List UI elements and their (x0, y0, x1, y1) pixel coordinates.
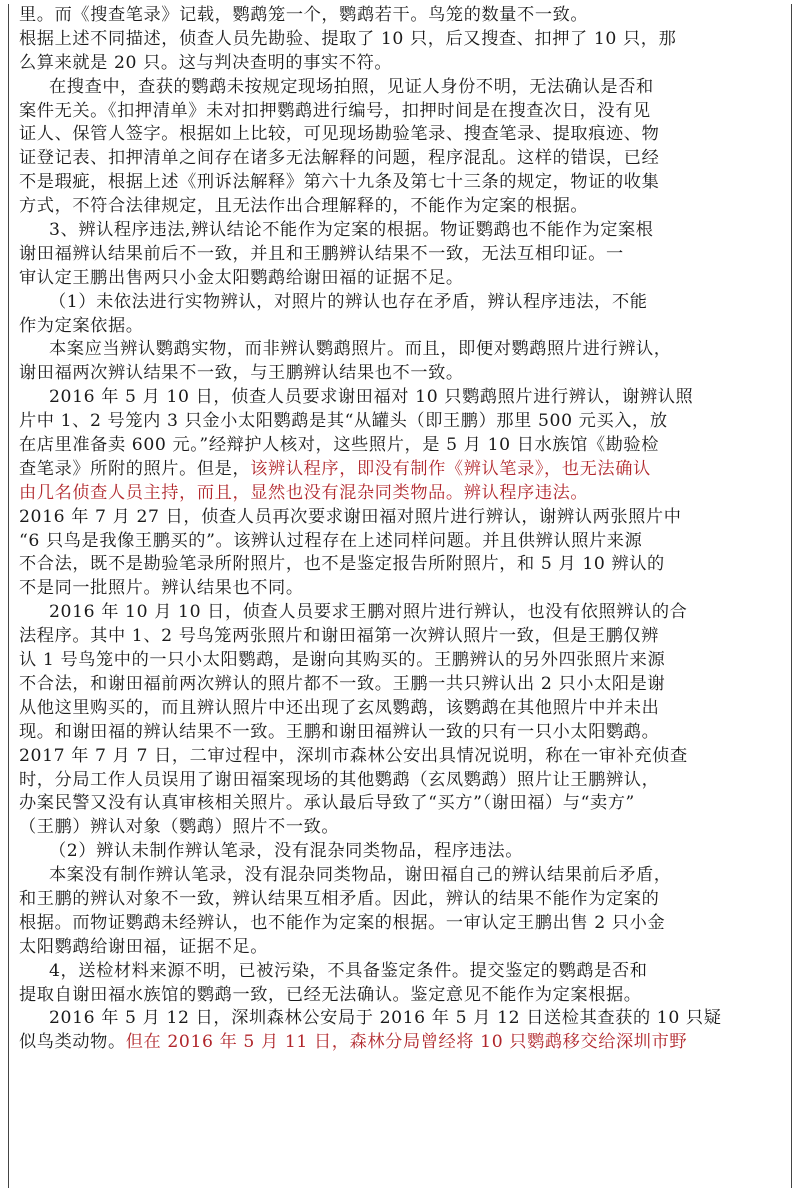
text-line (19, 28, 781, 52)
text-line (19, 960, 781, 984)
text-line (19, 745, 781, 769)
text-line (19, 195, 781, 219)
text-line (19, 338, 781, 362)
line-text: 证登记表、扣押清单之间存在诸多无法解释的问题，程序混乱。这样的错误，已经 (19, 148, 660, 169)
text-line (19, 386, 781, 410)
line-text: 不是同一批照片。辨认结果也不同。 (19, 578, 304, 599)
text-line (19, 649, 781, 673)
text-line (19, 840, 781, 864)
text-line (19, 577, 781, 601)
line-text: 谢田福两次辨认结果不一致，与王鹏辨认结果也不一致。 (19, 363, 464, 384)
highlighted-text: 由几名侦查人员主持，而且，显然也没有混杂同类物品。辨认程序违法。 (19, 482, 589, 503)
line-text: 时，分局工作人员误用了谢田福案现场的其他鹦鹉（玄凤鹦鹉）照片让王鹏辨认， (19, 769, 660, 790)
text-line (19, 1031, 781, 1055)
line-text: 根据上述不同描述，侦查人员先勘验、提取了 10 只，后又搜查、扣押了 10 只，那 (19, 28, 677, 49)
text-line (19, 123, 781, 147)
line-text: 方式，不符合法律规定，且无法作出合理解释的，不能作为定案的根据。 (19, 196, 589, 217)
text-line (19, 530, 781, 554)
text-line (19, 673, 781, 697)
line-text: 谢田福辨认结果前后不一致，并且和王鹏辨认结果不一致，无法互相印证。一 (19, 243, 624, 264)
line-text: 认 1 号鸟笼中的一只小太阳鹦鹉，是谢向其购买的。王鹏辨认的另外四张照片来源 (19, 650, 666, 671)
line-text: 证人、保管人签字。根据如上比较，可见现场勘验笔录、搜查笔录、提取痕迹、物 (19, 124, 660, 145)
text-line (19, 769, 781, 793)
text-line (19, 482, 781, 506)
text-line (19, 506, 781, 530)
text-line (19, 458, 781, 482)
text-line (19, 697, 781, 721)
text-line (19, 792, 781, 816)
text-line (19, 434, 781, 458)
text-line (19, 315, 781, 339)
line-text: 2016 年 7 月 27 日，侦查人员再次要求谢田福对照片进行辨认，谢辨认两张照片中 (19, 506, 682, 527)
line-text: 法程序。其中 1、2 号鸟笼两张照片和谢田福第一次辨认照片一致，但是王鹏仅辨 (19, 626, 659, 647)
line-text: 2016 年 5 月 10 日，侦查人员要求谢田福对 10 只鹦鹉照片进行辨认，谢辨认照 (49, 387, 694, 408)
text-line (19, 601, 781, 625)
text-line (19, 816, 781, 840)
line-text: 和王鹏的辨认对象不一致，辨认结果互相矛盾。因此，辨认的结果不能作为定案的 (19, 888, 660, 909)
line-text: 么算来就是 20 只。这与判决查明的事实不符。 (19, 52, 393, 73)
text-line (19, 243, 781, 267)
document-page (8, 4, 792, 1188)
text-line (19, 291, 781, 315)
line-text: 里。而《搜查笔录》记载，鹦鹉笼一个，鹦鹉若干。鸟笼的数量不一致。 (19, 5, 589, 25)
text-line (19, 171, 781, 195)
text-line (19, 4, 781, 28)
line-text: 2017 年 7 月 7 日，二审过程中，深圳市森林公安出具情况说明，称在一审补充侦查 (19, 745, 688, 766)
line-text: 在店里准备卖 600 元。”经辩护人核对，这些照片，是 5 月 10 日水族馆《勘验检 (19, 435, 660, 456)
text-line (19, 936, 781, 960)
line-text: 片中 1、2 号笼内 3 只金小太阳鹦鹉是其“从罐头（即王鹏）那里 500 元买入，放 (19, 411, 668, 432)
line-text: 2016 年 5 月 12 日，深圳森林公安局于 2016 年 5 月 12 日送检其查获的 10 只疑 (49, 1008, 722, 1029)
line-text: 似鸟类动物。 (19, 1032, 126, 1053)
line-text: “6 只鸟是我像王鹏买的”。该辨认过程存在上述同样问题。并且供辨认照片来源 (19, 530, 643, 551)
line-text: 本案应当辨认鹦鹉实物，而非辨认鹦鹉照片。而且，即便对鹦鹉照片进行辨认， (49, 339, 672, 360)
line-text: 不合法，和谢田福前两次辨认的照片都不一致。王鹏一共只辨认出 2 只小太阳是谢 (19, 673, 666, 694)
line-text: 审认定王鹏出售两只小金太阳鹦鹉给谢田福的证据不足。 (19, 267, 464, 288)
text-line (19, 721, 781, 745)
text-line (19, 267, 781, 291)
line-text: 2016 年 10 月 10 日，侦查人员要求王鹏对照片进行辨认，也没有依照辨认的合 (49, 602, 688, 623)
line-text: 查笔录》所附的照片。但是， (19, 458, 251, 479)
line-text: 办案民警又没有认真审核相关照片。承认最后导致了“买方”（谢田福）与“卖方” (19, 793, 635, 814)
line-text: 不合法，既不是勘验笔录所附照片，也不是鉴定报告所附照片，和 5 月 10 辨认的 (19, 554, 665, 575)
line-text: 提取自谢田福水族馆的鹦鹉一致，已经无法确认。鉴定意见不能作为定案根据。 (19, 984, 642, 1005)
highlighted-text: 但在 2016 年 5 月 11 日，森林分局曾经将 10 只鹦鹉移交给深圳市野 (125, 1032, 688, 1053)
line-text: 3、辨认程序违法,辨认结论不能作为定案的根据。物证鹦鹉也不能作为定案根 (49, 220, 654, 241)
text-line (19, 888, 781, 912)
highlighted-text: 该辨认程序，即没有制作《辨认笔录》，也无法确认 (250, 458, 651, 479)
text-line (19, 553, 781, 577)
text-line (19, 864, 781, 888)
line-text: 在搜查中，查获的鹦鹉未按规定现场拍照，见证人身份不明，无法确认是否和 (49, 76, 654, 97)
text-line (19, 147, 781, 171)
text-line (19, 100, 781, 124)
line-text: 不是瑕疵，根据上述《刑诉法解释》第六十九条及第七十三条的规定，物证的收集 (19, 172, 660, 193)
line-text: 4，送检材料来源不明，已被污染，不具备鉴定条件。提交鉴定的鹦鹉是否和 (49, 960, 648, 981)
line-text: 案件无关。《扣押清单》未对扣押鹦鹉进行编号，扣押时间是在搜查次日，没有见 (19, 100, 651, 121)
text-line (19, 1007, 781, 1031)
line-text: 根据。而物证鹦鹉未经辨认，也不能作为定案的根据。一审认定王鹏出售 2 只小金 (19, 912, 666, 933)
line-text: 作为定案依据。 (19, 315, 144, 336)
line-text: 太阳鹦鹉给谢田福，证据不足。 (19, 936, 269, 957)
text-line (19, 76, 781, 100)
line-text: 本案没有制作辨认笔录，没有混杂同类物品，谢田福自己的辨认结果前后矛盾， (49, 865, 672, 886)
line-text: （2）辨认未制作辨认笔录，没有混杂同类物品，程序违法。 (49, 841, 524, 862)
text-line (19, 362, 781, 386)
line-text: （1）未依法进行实物辨认，对照片的辨认也存在矛盾，辨认程序违法，不能 (49, 291, 648, 312)
text-line (19, 52, 781, 76)
text-line (19, 984, 781, 1008)
text-line (19, 219, 781, 243)
line-text: （王鹏）辨认对象（鹦鹉）照片不一致。 (19, 817, 340, 838)
line-text: 现。和谢田福的辨认结果不一致。王鹏和谢田福辨认一致的只有一只小太阳鹦鹉。 (19, 721, 660, 742)
line-text: 从他这里购买的，而且辨认照片中还出现了玄凤鹦鹉，该鹦鹉在其他照片中并未出 (19, 697, 660, 718)
text-line (19, 625, 781, 649)
text-line (19, 912, 781, 936)
text-line (19, 410, 781, 434)
